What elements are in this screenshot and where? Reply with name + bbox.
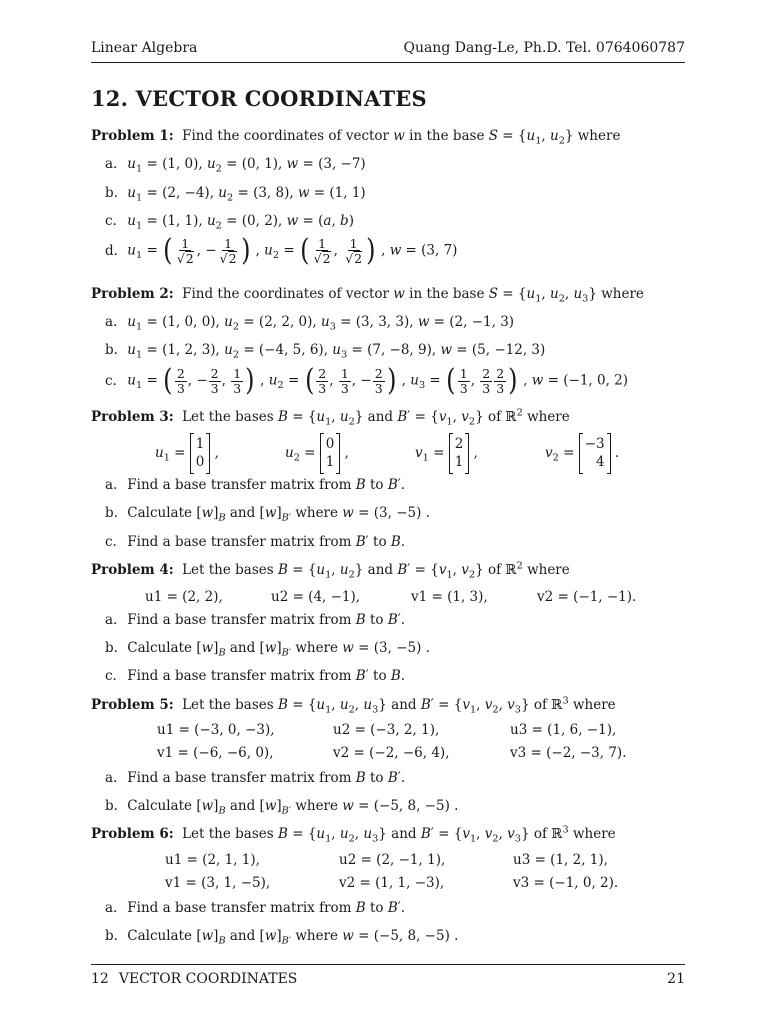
header-course-title: Linear Algebra: [91, 40, 198, 56]
problem-label: Problem 6:: [91, 826, 174, 842]
footer-section: [91, 971, 307, 987]
footer-section-title: VECTOR COORDINATES: [118, 971, 298, 987]
problem-3-item-c: c. Find a base transfer matrix from B′ to B.: [105, 534, 406, 550]
problem-3-vector-u2: $u_2$ = 0 1 ,: [285, 434, 349, 473]
problem-label: Problem 3:: [91, 409, 174, 425]
problem-label: Problem 4:: [91, 562, 174, 578]
problem-2-statement: Problem 2: Find the coordinates of vector w in the base $S = \{u_1$, $u_2$, $u_3$} where: [91, 286, 644, 305]
problem-label: Problem 2:: [91, 286, 174, 302]
problem-2-item-a: a. $u_1 = (1$, 0, 0), $u_2 = (2$, 2, 0), $u_3 = (3$, 3, 3), w = (2, −1, 3): [105, 314, 515, 333]
problem-5-vector-u1: u1 = (−3, 0, −3),: [157, 722, 275, 738]
problem-5-vector-v2: v2 = (−2, −6, 4),: [333, 745, 450, 761]
section-title-text: VECTOR COORDINATES: [135, 86, 427, 111]
problem-4-statement: Problem 4: Let the bases $B = \{u_1$, $u_2$} and $B' = \{v_1$, $v_2$} of ℝ$^2$ where: [91, 560, 570, 581]
problem-1-item-b: b. $u_1 = (2$, −4), $u_2 = (3$, 8), w = (1, 1): [105, 185, 366, 204]
column-vector: 0 1: [320, 434, 341, 473]
problem-6-vector-v1: v1 = (3, 1, −5),: [165, 875, 271, 891]
problem-5-vector-v1: v1 = (−6, −6, 0),: [157, 745, 274, 761]
problem-6-vector-v3: v3 = (−1, 0, 2).: [513, 875, 619, 891]
problem-4-item-c: c. Find a base transfer matrix from B′ to B.: [105, 668, 406, 684]
page-number: 21: [667, 971, 685, 987]
problem-1-item-c: c. $u_1 = (1$, 1), $u_2 = (0$, 2), w = (a, b): [105, 213, 354, 232]
problem-6-vector-u2: u2 = (2, −1, 1),: [339, 852, 446, 868]
problem-5-vector-v3: v3 = (−2, −3, 7).: [510, 745, 627, 761]
page-footer: [91, 964, 685, 987]
header-author-contact: Quang Dang-Le, Ph.D. Tel. 0764060787: [403, 40, 685, 56]
problem-1-item-a: a. $u_1 = (1$, 0), $u_2 = (0$, 1), w = (3, −7): [105, 156, 366, 175]
column-vector: −3 4: [579, 434, 611, 473]
column-vector: 1 0: [190, 434, 211, 473]
problem-2-item-b: b. $u_1 = (1$, 2, 3), $u_2 = (-4$, 5, 6), $u_3 = (7$, −8, 9), w = (5, −12, 3): [105, 342, 546, 361]
problem-5-item-b: b. Calculate $[w]_B$ and $[w]_{B'}$ where w = (−5, 8, −5) .: [105, 798, 459, 817]
problem-6-statement: Problem 6: Let the bases $B = \{u_1$, $u_2$, $u_3$} and $B' = \{v_1$, $v_2$, $v_3$} of ℝ$^3$ where: [91, 824, 616, 845]
problem-5-vector-u2: u2 = (−3, 2, 1),: [333, 722, 440, 738]
problem-5-statement: Problem 5: Let the bases $B = \{u_1$, $u_2$, $u_3$} and $B' = \{v_1$, $v_2$, $v_3$} of ℝ$^3$ where: [91, 695, 616, 716]
problem-4-vector-v2: v2 = (−1, −1).: [537, 589, 637, 605]
section-number: 12.: [91, 86, 129, 111]
problem-2-item-c: c. $u_1$ = ( $\frac{2}{3}$ , − $\frac{2}{3}$ , $\frac{1}{3}$ ) , $u_2$ = ( $\frac{2}{3}$ , $\frac{1}{3}$ , − $\frac{2}{3}$ ) , $u_3$ = ( $\frac{1}{3}$ , $\frac{2}{3}$ $\frac{2}{3}$ ) , w = (−1, 0, 2): [105, 363, 629, 398]
problem-6-vector-u1: u1 = (2, 1, 1),: [165, 852, 260, 868]
problem-label: Problem 1:: [91, 128, 174, 144]
problem-3-item-a: a. Find a base transfer matrix from B to B′.: [105, 477, 406, 493]
problem-6-vector-u3: u3 = (1, 2, 1),: [513, 852, 608, 868]
problem-3-vector-v1: $v_1$ = 2 1 ,: [415, 434, 478, 473]
problem-6-item-a: a. Find a base transfer matrix from B to B′.: [105, 900, 406, 916]
problem-6-vector-v2: v2 = (1, 1, −3),: [339, 875, 445, 891]
footer-section-number: 12: [91, 971, 109, 987]
column-vector: 2 1: [449, 434, 470, 473]
problem-4-item-a: a. Find a base transfer matrix from B to B′.: [105, 612, 406, 628]
problem-5-item-a: a. Find a base transfer matrix from B to B′.: [105, 770, 406, 786]
page-header: [91, 40, 685, 63]
problem-5-vector-u3: u3 = (1, 6, −1),: [510, 722, 617, 738]
problem-label: Problem 5:: [91, 697, 174, 713]
problem-3-statement: Problem 3: Let the bases $B = \{u_1$, $u_2$} and $B' = \{v_1$, $v_2$} of ℝ$^2$ where: [91, 407, 570, 428]
problem-6-item-b: b. Calculate $[w]_B$ and $[w]_{B'}$ where w = (−5, 8, −5) .: [105, 928, 459, 947]
section-title: [91, 86, 427, 111]
problem-4-item-b: b. Calculate $[w]_B$ and $[w]_{B'}$ where w = (3, −5) .: [105, 640, 430, 659]
problem-3-item-b: b. Calculate $[w]_B$ and $[w]_{B'}$ where w = (3, −5) .: [105, 505, 430, 524]
problem-1-statement: Problem 1: Find the coordinates of vector w in the base $S = \{u_1$, $u_2$} where: [91, 128, 621, 147]
problem-3-vector-v2: $v_2$ = −3 4 .: [545, 434, 619, 473]
problem-4-vector-v1: v1 = (1, 3),: [411, 589, 488, 605]
problem-1-item-d: d. $u_1$ = ( $\frac{1}{√2}$ , − $\frac{1}{√2}$ ) , $u_2$ = ( $\frac{1}{√2}$ , $\frac{1}{√2}$ ) , w = (3, 7): [105, 233, 458, 268]
problem-4-vector-u1: u1 = (2, 2),: [145, 589, 223, 605]
problem-4-vector-u2: u2 = (4, −1),: [271, 589, 361, 605]
problem-3-vector-u1: $u_1$ = 1 0 ,: [155, 434, 219, 473]
